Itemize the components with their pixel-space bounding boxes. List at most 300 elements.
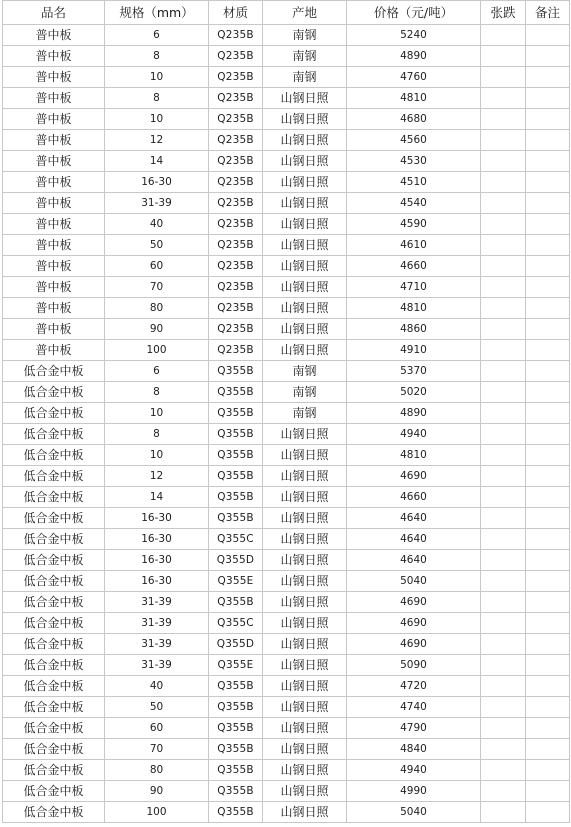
cell-price: 5040 xyxy=(347,802,481,823)
cell-remark xyxy=(526,67,570,88)
table-row xyxy=(3,508,570,529)
cell-spec: 31-39 xyxy=(105,655,209,676)
cell-change xyxy=(481,592,526,613)
cell-material: Q355B xyxy=(209,508,263,529)
cell-origin: 山钢日照 xyxy=(263,466,347,487)
table-body xyxy=(3,25,570,823)
cell-origin: 山钢日照 xyxy=(263,634,347,655)
cell-product-name: 低合金中板 xyxy=(3,697,105,718)
cell-remark xyxy=(526,277,570,298)
table-row xyxy=(3,382,570,403)
table-row xyxy=(3,319,570,340)
cell-price: 4890 xyxy=(347,46,481,67)
cell-origin: 山钢日照 xyxy=(263,298,347,319)
cell-remark xyxy=(526,697,570,718)
cell-origin: 山钢日照 xyxy=(263,613,347,634)
cell-spec: 12 xyxy=(105,130,209,151)
cell-product-name: 低合金中板 xyxy=(3,634,105,655)
cell-material: Q355B xyxy=(209,487,263,508)
cell-price: 4990 xyxy=(347,781,481,802)
cell-product-name: 普中板 xyxy=(3,151,105,172)
cell-material: Q235B xyxy=(209,46,263,67)
cell-product-name: 低合金中板 xyxy=(3,739,105,760)
cell-price: 4760 xyxy=(347,67,481,88)
cell-remark xyxy=(526,88,570,109)
cell-price: 4530 xyxy=(347,151,481,172)
cell-change xyxy=(481,256,526,277)
cell-remark xyxy=(526,340,570,361)
cell-spec: 60 xyxy=(105,718,209,739)
cell-remark xyxy=(526,592,570,613)
cell-material: Q355B xyxy=(209,802,263,823)
cell-price: 4890 xyxy=(347,403,481,424)
cell-product-name: 低合金中板 xyxy=(3,613,105,634)
cell-change xyxy=(481,130,526,151)
table-row xyxy=(3,88,570,109)
table-row xyxy=(3,466,570,487)
cell-change xyxy=(481,277,526,298)
table-row xyxy=(3,172,570,193)
cell-change xyxy=(481,88,526,109)
cell-material: Q235B xyxy=(209,193,263,214)
cell-material: Q355B xyxy=(209,466,263,487)
cell-origin: 山钢日照 xyxy=(263,718,347,739)
cell-product-name: 低合金中板 xyxy=(3,718,105,739)
cell-material: Q355C xyxy=(209,613,263,634)
cell-product-name: 普中板 xyxy=(3,298,105,319)
table-row xyxy=(3,445,570,466)
cell-origin: 山钢日照 xyxy=(263,277,347,298)
cell-origin: 山钢日照 xyxy=(263,676,347,697)
cell-material: Q355E xyxy=(209,655,263,676)
table-row xyxy=(3,130,570,151)
cell-change xyxy=(481,613,526,634)
cell-remark xyxy=(526,235,570,256)
cell-price: 4640 xyxy=(347,529,481,550)
cell-change xyxy=(481,571,526,592)
cell-material: Q355D xyxy=(209,634,263,655)
cell-remark xyxy=(526,676,570,697)
cell-price: 4660 xyxy=(347,256,481,277)
cell-product-name: 低合金中板 xyxy=(3,445,105,466)
cell-product-name: 低合金中板 xyxy=(3,655,105,676)
cell-price: 4860 xyxy=(347,319,481,340)
cell-origin: 山钢日照 xyxy=(263,760,347,781)
cell-remark xyxy=(526,109,570,130)
cell-material: Q235B xyxy=(209,277,263,298)
cell-product-name: 普中板 xyxy=(3,130,105,151)
cell-origin: 山钢日照 xyxy=(263,151,347,172)
header-spec: 规格（mm） xyxy=(105,1,209,25)
header-change: 张跌 xyxy=(481,1,526,25)
cell-product-name: 低合金中板 xyxy=(3,676,105,697)
cell-spec: 8 xyxy=(105,424,209,445)
cell-origin: 南钢 xyxy=(263,403,347,424)
cell-origin: 山钢日照 xyxy=(263,445,347,466)
cell-change xyxy=(481,739,526,760)
cell-change xyxy=(481,445,526,466)
table-row xyxy=(3,571,570,592)
cell-origin: 山钢日照 xyxy=(263,109,347,130)
cell-remark xyxy=(526,298,570,319)
cell-change xyxy=(481,550,526,571)
cell-origin: 山钢日照 xyxy=(263,781,347,802)
cell-price: 4660 xyxy=(347,487,481,508)
cell-origin: 山钢日照 xyxy=(263,697,347,718)
cell-change xyxy=(481,319,526,340)
cell-remark xyxy=(526,424,570,445)
cell-material: Q235B xyxy=(209,25,263,46)
cell-remark xyxy=(526,781,570,802)
cell-spec: 8 xyxy=(105,88,209,109)
cell-material: Q355B xyxy=(209,697,263,718)
cell-material: Q235B xyxy=(209,235,263,256)
cell-remark xyxy=(526,613,570,634)
cell-change xyxy=(481,172,526,193)
cell-spec: 16-30 xyxy=(105,571,209,592)
cell-price: 5040 xyxy=(347,571,481,592)
cell-spec: 100 xyxy=(105,802,209,823)
cell-price: 4690 xyxy=(347,592,481,613)
cell-price: 4560 xyxy=(347,130,481,151)
cell-origin: 山钢日照 xyxy=(263,214,347,235)
cell-product-name: 普中板 xyxy=(3,277,105,298)
cell-origin: 南钢 xyxy=(263,67,347,88)
cell-price: 4590 xyxy=(347,214,481,235)
table-row xyxy=(3,193,570,214)
cell-origin: 山钢日照 xyxy=(263,172,347,193)
cell-material: Q355B xyxy=(209,739,263,760)
cell-spec: 14 xyxy=(105,151,209,172)
cell-spec: 70 xyxy=(105,739,209,760)
cell-price: 4610 xyxy=(347,235,481,256)
cell-change xyxy=(481,466,526,487)
cell-remark xyxy=(526,571,570,592)
cell-origin: 山钢日照 xyxy=(263,424,347,445)
cell-product-name: 低合金中板 xyxy=(3,760,105,781)
cell-product-name: 普中板 xyxy=(3,193,105,214)
cell-material: Q355B xyxy=(209,760,263,781)
cell-spec: 8 xyxy=(105,46,209,67)
cell-remark xyxy=(526,172,570,193)
cell-remark xyxy=(526,529,570,550)
cell-remark xyxy=(526,46,570,67)
cell-origin: 南钢 xyxy=(263,25,347,46)
table-row xyxy=(3,340,570,361)
cell-remark xyxy=(526,445,570,466)
cell-spec: 80 xyxy=(105,298,209,319)
cell-spec: 31-39 xyxy=(105,592,209,613)
cell-remark xyxy=(526,739,570,760)
cell-change xyxy=(481,760,526,781)
cell-price: 4680 xyxy=(347,109,481,130)
cell-remark xyxy=(526,634,570,655)
cell-product-name: 普中板 xyxy=(3,109,105,130)
cell-change xyxy=(481,487,526,508)
cell-price: 4510 xyxy=(347,172,481,193)
cell-change xyxy=(481,361,526,382)
cell-origin: 山钢日照 xyxy=(263,319,347,340)
table-row xyxy=(3,592,570,613)
table-row xyxy=(3,424,570,445)
price-table xyxy=(2,0,570,823)
cell-price: 5240 xyxy=(347,25,481,46)
cell-change xyxy=(481,340,526,361)
table-row xyxy=(3,550,570,571)
cell-change xyxy=(481,151,526,172)
cell-price: 4940 xyxy=(347,424,481,445)
table-row xyxy=(3,634,570,655)
header-remark: 备注 xyxy=(526,1,570,25)
table-row xyxy=(3,25,570,46)
cell-spec: 10 xyxy=(105,445,209,466)
table-row xyxy=(3,613,570,634)
cell-product-name: 普中板 xyxy=(3,46,105,67)
cell-material: Q355B xyxy=(209,403,263,424)
cell-product-name: 普中板 xyxy=(3,67,105,88)
cell-origin: 山钢日照 xyxy=(263,571,347,592)
cell-product-name: 低合金中板 xyxy=(3,592,105,613)
table-row xyxy=(3,361,570,382)
cell-spec: 31-39 xyxy=(105,613,209,634)
cell-price: 4910 xyxy=(347,340,481,361)
header-material: 材质 xyxy=(209,1,263,25)
cell-spec: 8 xyxy=(105,382,209,403)
cell-product-name: 普中板 xyxy=(3,25,105,46)
cell-origin: 山钢日照 xyxy=(263,193,347,214)
cell-change xyxy=(481,403,526,424)
cell-price: 4640 xyxy=(347,508,481,529)
header-price: 价格（元/吨） xyxy=(347,1,481,25)
cell-product-name: 低合金中板 xyxy=(3,487,105,508)
cell-product-name: 低合金中板 xyxy=(3,802,105,823)
cell-remark xyxy=(526,655,570,676)
cell-material: Q355B xyxy=(209,592,263,613)
cell-product-name: 普中板 xyxy=(3,256,105,277)
cell-price: 4710 xyxy=(347,277,481,298)
cell-product-name: 低合金中板 xyxy=(3,424,105,445)
table-row xyxy=(3,529,570,550)
cell-remark xyxy=(526,151,570,172)
cell-price: 5370 xyxy=(347,361,481,382)
cell-product-name: 普中板 xyxy=(3,319,105,340)
cell-origin: 南钢 xyxy=(263,382,347,403)
cell-change xyxy=(481,46,526,67)
cell-price: 4540 xyxy=(347,193,481,214)
cell-origin: 山钢日照 xyxy=(263,739,347,760)
cell-origin: 山钢日照 xyxy=(263,130,347,151)
cell-change xyxy=(481,508,526,529)
cell-price: 5090 xyxy=(347,655,481,676)
cell-remark xyxy=(526,130,570,151)
cell-product-name: 低合金中板 xyxy=(3,508,105,529)
cell-remark xyxy=(526,508,570,529)
cell-change xyxy=(481,235,526,256)
table-row xyxy=(3,151,570,172)
cell-material: Q355B xyxy=(209,424,263,445)
cell-material: Q235B xyxy=(209,214,263,235)
cell-product-name: 低合金中板 xyxy=(3,550,105,571)
table-row xyxy=(3,277,570,298)
cell-price: 4940 xyxy=(347,760,481,781)
cell-origin: 山钢日照 xyxy=(263,235,347,256)
cell-spec: 10 xyxy=(105,109,209,130)
cell-material: Q355B xyxy=(209,382,263,403)
cell-remark xyxy=(526,214,570,235)
cell-product-name: 普中板 xyxy=(3,214,105,235)
cell-remark xyxy=(526,361,570,382)
cell-remark xyxy=(526,403,570,424)
cell-price: 4810 xyxy=(347,88,481,109)
cell-spec: 10 xyxy=(105,67,209,88)
cell-price: 4720 xyxy=(347,676,481,697)
cell-material: Q235B xyxy=(209,88,263,109)
cell-material: Q235B xyxy=(209,256,263,277)
cell-product-name: 低合金中板 xyxy=(3,361,105,382)
cell-material: Q235B xyxy=(209,340,263,361)
cell-change xyxy=(481,298,526,319)
cell-spec: 60 xyxy=(105,256,209,277)
cell-material: Q235B xyxy=(209,109,263,130)
cell-change xyxy=(481,676,526,697)
cell-price: 4740 xyxy=(347,697,481,718)
cell-spec: 90 xyxy=(105,319,209,340)
table-row xyxy=(3,718,570,739)
cell-spec: 40 xyxy=(105,214,209,235)
cell-price: 4840 xyxy=(347,739,481,760)
table-row xyxy=(3,214,570,235)
cell-product-name: 普中板 xyxy=(3,172,105,193)
table-row xyxy=(3,487,570,508)
cell-change xyxy=(481,634,526,655)
cell-change xyxy=(481,214,526,235)
cell-origin: 山钢日照 xyxy=(263,529,347,550)
cell-origin: 南钢 xyxy=(263,46,347,67)
cell-spec: 50 xyxy=(105,235,209,256)
cell-spec: 12 xyxy=(105,466,209,487)
cell-change xyxy=(481,193,526,214)
cell-remark xyxy=(526,487,570,508)
table-row xyxy=(3,403,570,424)
cell-change xyxy=(481,25,526,46)
cell-product-name: 低合金中板 xyxy=(3,466,105,487)
cell-origin: 山钢日照 xyxy=(263,256,347,277)
cell-price: 4690 xyxy=(347,466,481,487)
table-row xyxy=(3,781,570,802)
cell-spec: 40 xyxy=(105,676,209,697)
cell-material: Q235B xyxy=(209,319,263,340)
cell-origin: 山钢日照 xyxy=(263,508,347,529)
cell-remark xyxy=(526,256,570,277)
cell-price: 5020 xyxy=(347,382,481,403)
cell-origin: 山钢日照 xyxy=(263,88,347,109)
cell-spec: 80 xyxy=(105,760,209,781)
cell-price: 4690 xyxy=(347,613,481,634)
cell-product-name: 普中板 xyxy=(3,340,105,361)
table-row xyxy=(3,739,570,760)
header-product-name: 品名 xyxy=(3,1,105,25)
cell-spec: 90 xyxy=(105,781,209,802)
table-row xyxy=(3,655,570,676)
cell-spec: 31-39 xyxy=(105,193,209,214)
cell-product-name: 低合金中板 xyxy=(3,529,105,550)
cell-product-name: 低合金中板 xyxy=(3,403,105,424)
cell-price: 4810 xyxy=(347,298,481,319)
cell-spec: 16-30 xyxy=(105,172,209,193)
cell-material: Q235B xyxy=(209,130,263,151)
cell-material: Q355B xyxy=(209,718,263,739)
cell-spec: 16-30 xyxy=(105,508,209,529)
table-row xyxy=(3,46,570,67)
cell-spec: 100 xyxy=(105,340,209,361)
cell-origin: 山钢日照 xyxy=(263,592,347,613)
table-row xyxy=(3,109,570,130)
cell-origin: 山钢日照 xyxy=(263,655,347,676)
cell-origin: 山钢日照 xyxy=(263,550,347,571)
cell-spec: 70 xyxy=(105,277,209,298)
cell-price: 4640 xyxy=(347,550,481,571)
cell-remark xyxy=(526,550,570,571)
cell-remark xyxy=(526,193,570,214)
cell-price: 4690 xyxy=(347,634,481,655)
cell-change xyxy=(481,424,526,445)
cell-product-name: 普中板 xyxy=(3,235,105,256)
cell-material: Q355C xyxy=(209,529,263,550)
cell-material: Q235B xyxy=(209,172,263,193)
cell-material: Q355B xyxy=(209,445,263,466)
cell-spec: 31-39 xyxy=(105,634,209,655)
cell-product-name: 普中板 xyxy=(3,88,105,109)
table-row xyxy=(3,298,570,319)
cell-price: 4790 xyxy=(347,718,481,739)
cell-change xyxy=(481,781,526,802)
cell-change xyxy=(481,655,526,676)
cell-price: 4810 xyxy=(347,445,481,466)
cell-spec: 10 xyxy=(105,403,209,424)
cell-product-name: 低合金中板 xyxy=(3,781,105,802)
cell-origin: 山钢日照 xyxy=(263,802,347,823)
cell-remark xyxy=(526,718,570,739)
cell-change xyxy=(481,529,526,550)
cell-change xyxy=(481,697,526,718)
cell-remark xyxy=(526,25,570,46)
cell-spec: 16-30 xyxy=(105,550,209,571)
header-origin: 产地 xyxy=(263,1,347,25)
cell-change xyxy=(481,718,526,739)
cell-remark xyxy=(526,382,570,403)
table-row xyxy=(3,697,570,718)
header-row xyxy=(3,1,570,25)
cell-remark xyxy=(526,802,570,823)
cell-remark xyxy=(526,760,570,781)
table-row xyxy=(3,235,570,256)
cell-material: Q235B xyxy=(209,151,263,172)
cell-material: Q235B xyxy=(209,298,263,319)
cell-remark xyxy=(526,466,570,487)
cell-origin: 山钢日照 xyxy=(263,487,347,508)
cell-origin: 山钢日照 xyxy=(263,340,347,361)
cell-material: Q355B xyxy=(209,361,263,382)
cell-spec: 16-30 xyxy=(105,529,209,550)
cell-spec: 50 xyxy=(105,697,209,718)
cell-material: Q235B xyxy=(209,67,263,88)
cell-spec: 6 xyxy=(105,25,209,46)
cell-change xyxy=(481,802,526,823)
cell-material: Q355B xyxy=(209,781,263,802)
cell-spec: 6 xyxy=(105,361,209,382)
table-row xyxy=(3,676,570,697)
table-row xyxy=(3,67,570,88)
